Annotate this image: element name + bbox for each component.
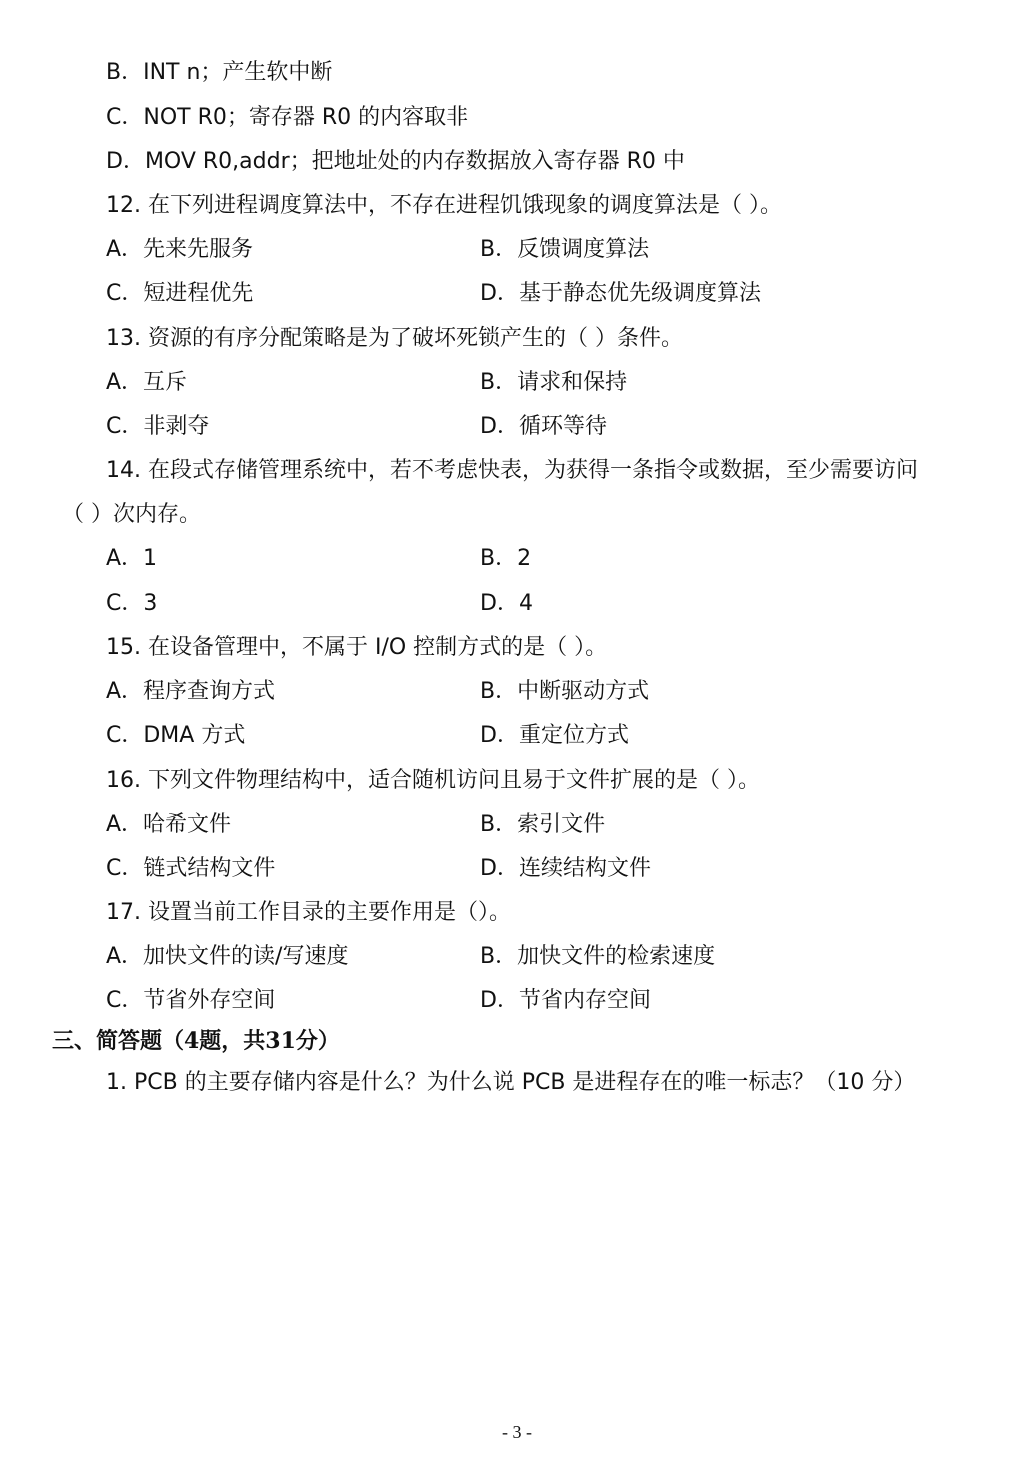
short-answer-q1: 1. PCB 的主要存储内容是什么？为什么说 PCB 是进程存在的唯一标志？（10 分） [106, 1070, 916, 1095]
q11-option-c: C．NOT R0；寄存器 R0 的内容取非 [106, 105, 469, 130]
q16-option-d: D．连续结构文件 [480, 856, 651, 881]
q17-stem: 17. 设置当前工作目录的主要作用是（）。 [106, 900, 511, 925]
q12-stem: 12. 在下列进程调度算法中，不存在进程饥饿现象的调度算法是（ ）。 [106, 193, 782, 218]
q15-option-d: D．重定位方式 [480, 723, 629, 748]
q16-option-c: C．链式结构文件 [106, 856, 276, 881]
q17-option-d: D．节省内存空间 [480, 988, 651, 1013]
q11-option-b: B．INT n；产生软中断 [106, 60, 333, 85]
q12-option-c: C．短进程优先 [106, 281, 254, 306]
q16-option-b: B．索引文件 [480, 812, 606, 837]
q15-option-b: B．中断驱动方式 [480, 679, 650, 704]
q15-option-a: A．程序查询方式 [106, 679, 276, 704]
q13-option-c: C．非剥夺 [106, 414, 210, 439]
q17-option-c: C．节省外存空间 [106, 988, 276, 1013]
section-heading: 三、简答题（4题，共31分） [52, 1028, 340, 1054]
q16-option-a: A．哈希文件 [106, 812, 232, 837]
q14-option-b: B．2 [480, 546, 532, 571]
q16-stem: 16. 下列文件物理结构中，适合随机访问且易于文件扩展的是（ ）。 [106, 768, 760, 793]
q13-option-d: D．循环等待 [480, 414, 607, 439]
q11-option-d: D．MOV R0,addr；把地址处的内存数据放入寄存器 R0 中 [106, 149, 685, 174]
q17-option-a: A．加快文件的读/写速度 [106, 944, 349, 969]
q15-stem: 15. 在设备管理中，不属于 I/O 控制方式的是（ ）。 [106, 635, 608, 660]
q14-option-a: A．1 [106, 546, 158, 571]
q13-option-b: B．请求和保持 [480, 370, 628, 395]
q12-option-d: D．基于静态优先级调度算法 [480, 281, 761, 306]
q17-option-b: B．加快文件的检索速度 [480, 944, 716, 969]
q13-stem: 13. 资源的有序分配策略是为了破坏死锁产生的（ ）条件。 [106, 326, 683, 351]
q14-option-d: D．4 [480, 591, 533, 616]
q12-option-b: B．反馈调度算法 [480, 237, 650, 262]
q14-option-c: C．3 [106, 591, 158, 616]
page-number: - 3 - [502, 1422, 532, 1442]
q14-stem: 14. 在段式存储管理系统中，若不考虑快表，为获得一条指令或数据，至少需要访问 [106, 458, 918, 483]
q14-stem-continued: （ ）次内存。 [62, 502, 201, 527]
q15-option-c: C．DMA 方式 [106, 723, 246, 748]
q12-option-a: A．先来先服务 [106, 237, 254, 262]
q13-option-a: A．互斥 [106, 370, 188, 395]
